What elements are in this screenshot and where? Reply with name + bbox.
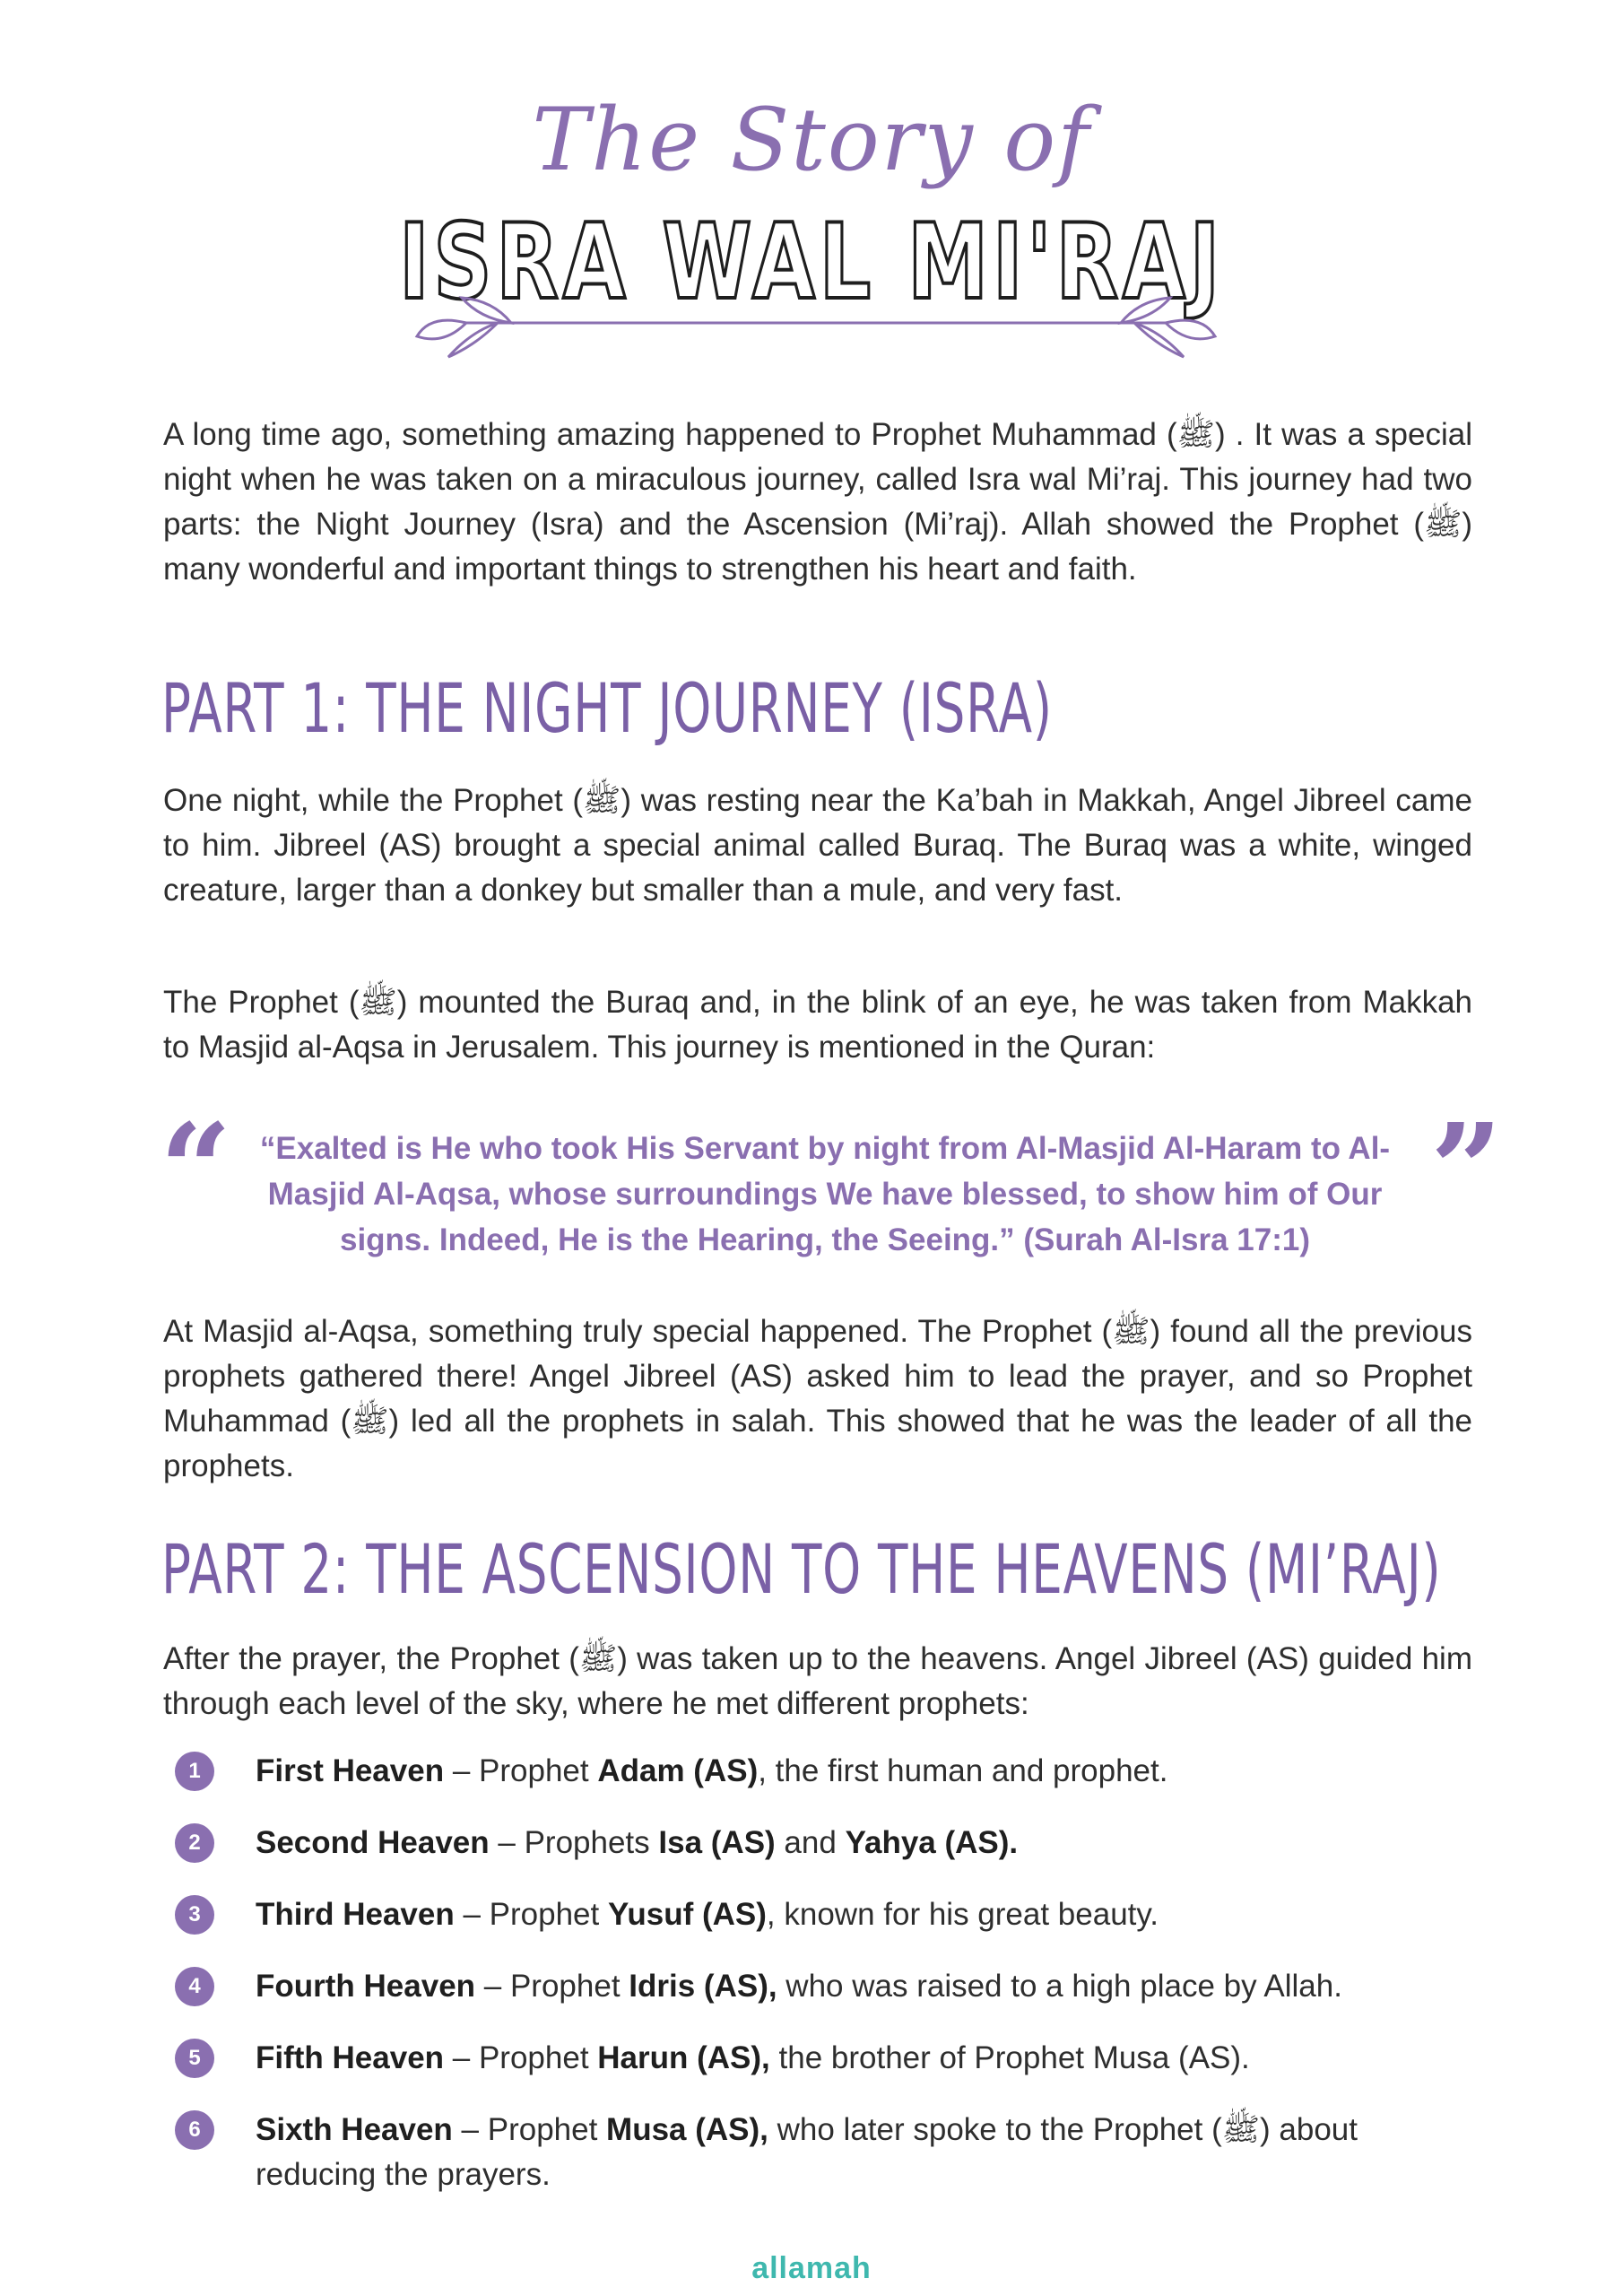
- part1-paragraph-2: The Prophet (ﷺ) mounted the Buraq and, in the blink of an eye, he was taken from Makkah to Masjid al-Aqsa in Jerusalem. This journey is mentioned in the Quran:: [163, 985, 1473, 1065]
- heaven-label: Fourth Heaven: [256, 1969, 476, 2004]
- prophet-name: Idris (AS),: [629, 1969, 777, 2004]
- separator-text: – Prophet: [452, 2112, 607, 2147]
- number-badge: 4: [175, 1967, 214, 2006]
- number-badge: 6: [175, 2110, 214, 2150]
- prophet-name: Yusuf (AS): [607, 1897, 767, 1932]
- description-text: , known for his great beauty.: [766, 1897, 1159, 1932]
- open-quote-icon: “: [160, 1097, 232, 1244]
- prophet-name: Yahya (AS).: [845, 1825, 1019, 1860]
- title-banner: [0, 0, 1623, 377]
- heaven-label: Second Heaven: [256, 1825, 490, 1860]
- prophet-name: Isa (AS): [658, 1825, 776, 1860]
- conjunction-text: and: [775, 1825, 846, 1860]
- number-badge: 2: [175, 1823, 214, 1863]
- part2-heading: PART 2: THE ASCENSION TO THE HEAVENS (MI’RAJ): [161, 1529, 1442, 1609]
- heaven-label: Sixth Heaven: [256, 2112, 453, 2147]
- prophet-name: Musa (AS),: [606, 2112, 768, 2147]
- part2-paragraph-1: After the prayer, the Prophet (ﷺ) was taken up to the heavens. Angel Jibreel (AS) guided him through each level of the sky, where he met different prophets:: [163, 1641, 1472, 1721]
- description-text: , the first human and prophet.: [758, 1753, 1168, 1788]
- quran-quote: “Exalted is He who took His Servant by night from Al-Masjid Al-Haram to Al-Masjid Al-Aqsa, whose surroundings We have blessed, to show him of Our signs. Indeed, He is the Hearing, the Seeing.” (Surah Al-Isra 17:1): [259, 1131, 1391, 1257]
- list-item: [170, 1964, 1480, 2009]
- part1-paragraph-3: At Masjid al-Aqsa, something truly special happened. The Prophet (ﷺ) found all the previous prophets gathered there! Angel Jibreel (AS) asked him to lead the prayer, and so Prophet Muhammad (ﷺ) led all the prophets in salah. This showed that he was the leader of all the prophets.: [163, 1314, 1472, 1483]
- prophet-name: Adam (AS): [597, 1753, 759, 1788]
- list-item: [170, 1749, 1480, 1794]
- heaven-label: Third Heaven: [256, 1897, 455, 1932]
- prophet-name: Harun (AS),: [597, 2040, 770, 2075]
- heaven-label: Fifth Heaven: [256, 2040, 445, 2075]
- description-text: who was raised to a high place by Allah.: [777, 1969, 1342, 2004]
- number-badge: 5: [175, 2039, 214, 2078]
- list-item: [170, 2036, 1480, 2081]
- number-badge: 1: [175, 1752, 214, 1791]
- heavens-list: [170, 1749, 1480, 2224]
- description-text: who later spoke to the Prophet (ﷺ) about reducing the prayers.: [256, 2112, 1358, 2192]
- separator-text: – Prophet: [454, 1897, 608, 1932]
- list-item: [170, 1821, 1480, 1866]
- close-quote-icon: ”: [1430, 1097, 1503, 1244]
- leaf-flourish-icon: [412, 296, 1219, 368]
- script-title: The Story of: [532, 90, 1091, 190]
- number-badge: 3: [175, 1895, 214, 1935]
- heaven-label: First Heaven: [256, 1753, 445, 1788]
- separator-text: – Prophet: [444, 1753, 598, 1788]
- separator-text: – Prophets: [489, 1825, 659, 1860]
- part1-heading: PART 1: THE NIGHT JOURNEY (ISRA): [161, 668, 1053, 748]
- main-title: ISRA WAL MI'RAJ: [399, 202, 1224, 323]
- description-text: the brother of Prophet Musa (AS).: [769, 2040, 1250, 2075]
- separator-text: – Prophet: [444, 2040, 598, 2075]
- allamah-logo: allamah: [751, 2251, 872, 2285]
- separator-text: – Prophet: [475, 1969, 629, 2004]
- part1-paragraph-1: One night, while the Prophet (ﷺ) was resting near the Ka’bah in Makkah, Angel Jibreel came to him. Jibreel (AS) brought a special animal called Buraq. The Buraq was a white, winged creature, larger than a donkey but smaller than a mule, and very fast.: [163, 783, 1472, 908]
- list-item: [170, 1892, 1480, 1937]
- list-item: [170, 2108, 1480, 2197]
- intro-paragraph: A long time ago, something amazing happened to Prophet Muhammad (ﷺ) . It was a special night when he was taken on a miraculous journey, called Isra wal Mi’raj. This journey had two parts: the Night Journey (Isra) and the Ascension (Mi’raj). Allah showed the Prophet (ﷺ) many wonderful and important things to strengthen his heart and faith.: [163, 417, 1472, 587]
